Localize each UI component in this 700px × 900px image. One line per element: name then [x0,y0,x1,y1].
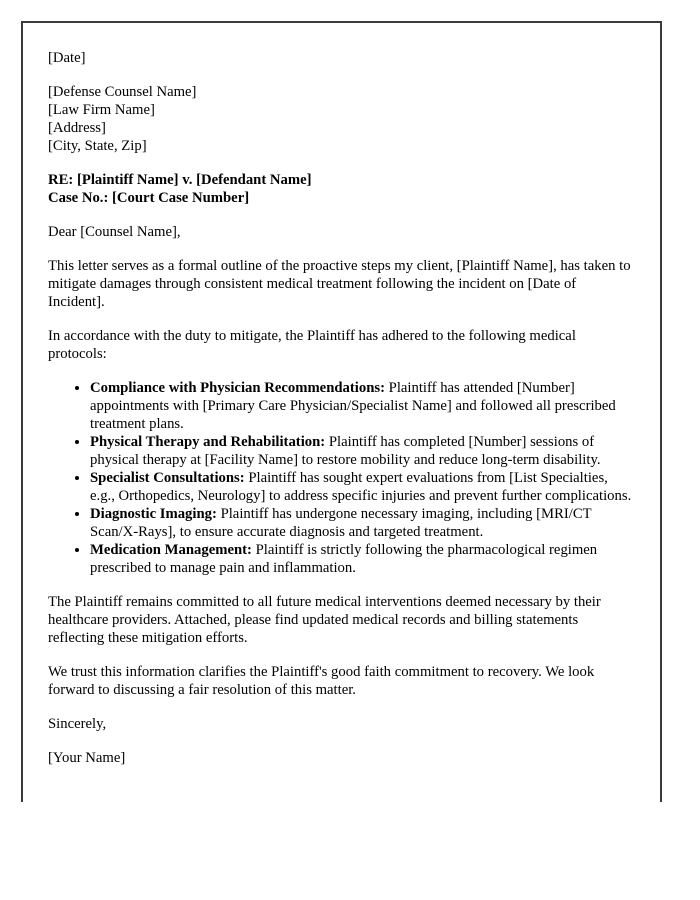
signoff: Sincerely, [48,716,107,732]
recipient-law-firm: [Law Firm Name] [48,102,155,118]
bullet-text: Plaintiff has sought expert evaluations from [List Specialties, e.g., Orthopedics, Neurology] to address specific injuries and prevent further complications. [90,470,632,504]
intro-paragraph: This letter serves as a formal outline of the proactive steps my client, [Plaintiff Name], has taken to mitigate damages through consistent medical treatment following the incident on [Date of Incident]. [48,258,631,310]
recipient-counsel-name: [Defense Counsel Name] [48,84,197,100]
recipient-address-block [48,83,634,155]
bullet-label: Physical Therapy and Rehabilitation: [90,434,326,450]
protocol-item-compliance [90,379,634,433]
medical-protocols-list [48,379,634,577]
bullet-text: Plaintiff has completed [Number] sessions of physical therapy at [Facility Name] to restore mobility and reduce long-term disability. [90,434,601,468]
recipient-city-state-zip: [City, State, Zip] [48,138,147,154]
closing-paragraph: We trust this information clarifies the Plaintiff's good faith commitment to recovery. We look forward to discussing a fair resolution of this matter. [48,664,595,698]
subject-block [48,171,634,207]
bullet-label: Medication Management: [90,542,252,558]
case-number-line: Case No.: [Court Case Number] [48,190,250,206]
protocols-intro-paragraph: In accordance with the duty to mitigate, the Plaintiff has adhered to the following medical protocols: [48,328,576,362]
salutation: Dear [Counsel Name], [48,224,181,240]
signature-placeholder: [Your Name] [48,750,126,766]
letter-page [21,21,662,802]
date-placeholder: [Date] [48,50,86,66]
re-line: RE: [Plaintiff Name] v. [Defendant Name] [48,172,312,188]
bullet-text: Plaintiff has undergone necessary imaging, including [MRI/CT Scan/X-Rays], to ensure accurate diagnosis and targeted treatment. [90,506,592,540]
protocol-item-physical-therapy [90,433,634,469]
protocol-item-specialist-consultations [90,469,634,505]
bullet-text: Plaintiff has attended [Number] appointments with [Primary Care Physician/Specialist Name] and followed all prescribed treatment plans. [90,380,616,432]
recipient-address: [Address] [48,120,106,136]
commitment-paragraph: The Plaintiff remains committed to all future medical interventions deemed necessary by their healthcare providers. Attached, please find updated medical records and billing statements reflecting these mitigation efforts. [48,594,601,646]
bullet-label: Specialist Consultations: [90,470,245,486]
bullet-label: Compliance with Physician Recommendations: [90,380,385,396]
bullet-label: Diagnostic Imaging: [90,506,217,522]
protocol-item-medication-management [90,541,634,577]
bullet-text: Plaintiff is strictly following the pharmacological regimen prescribed to manage pain and inflammation. [90,542,598,576]
protocol-item-diagnostic-imaging [90,505,634,541]
